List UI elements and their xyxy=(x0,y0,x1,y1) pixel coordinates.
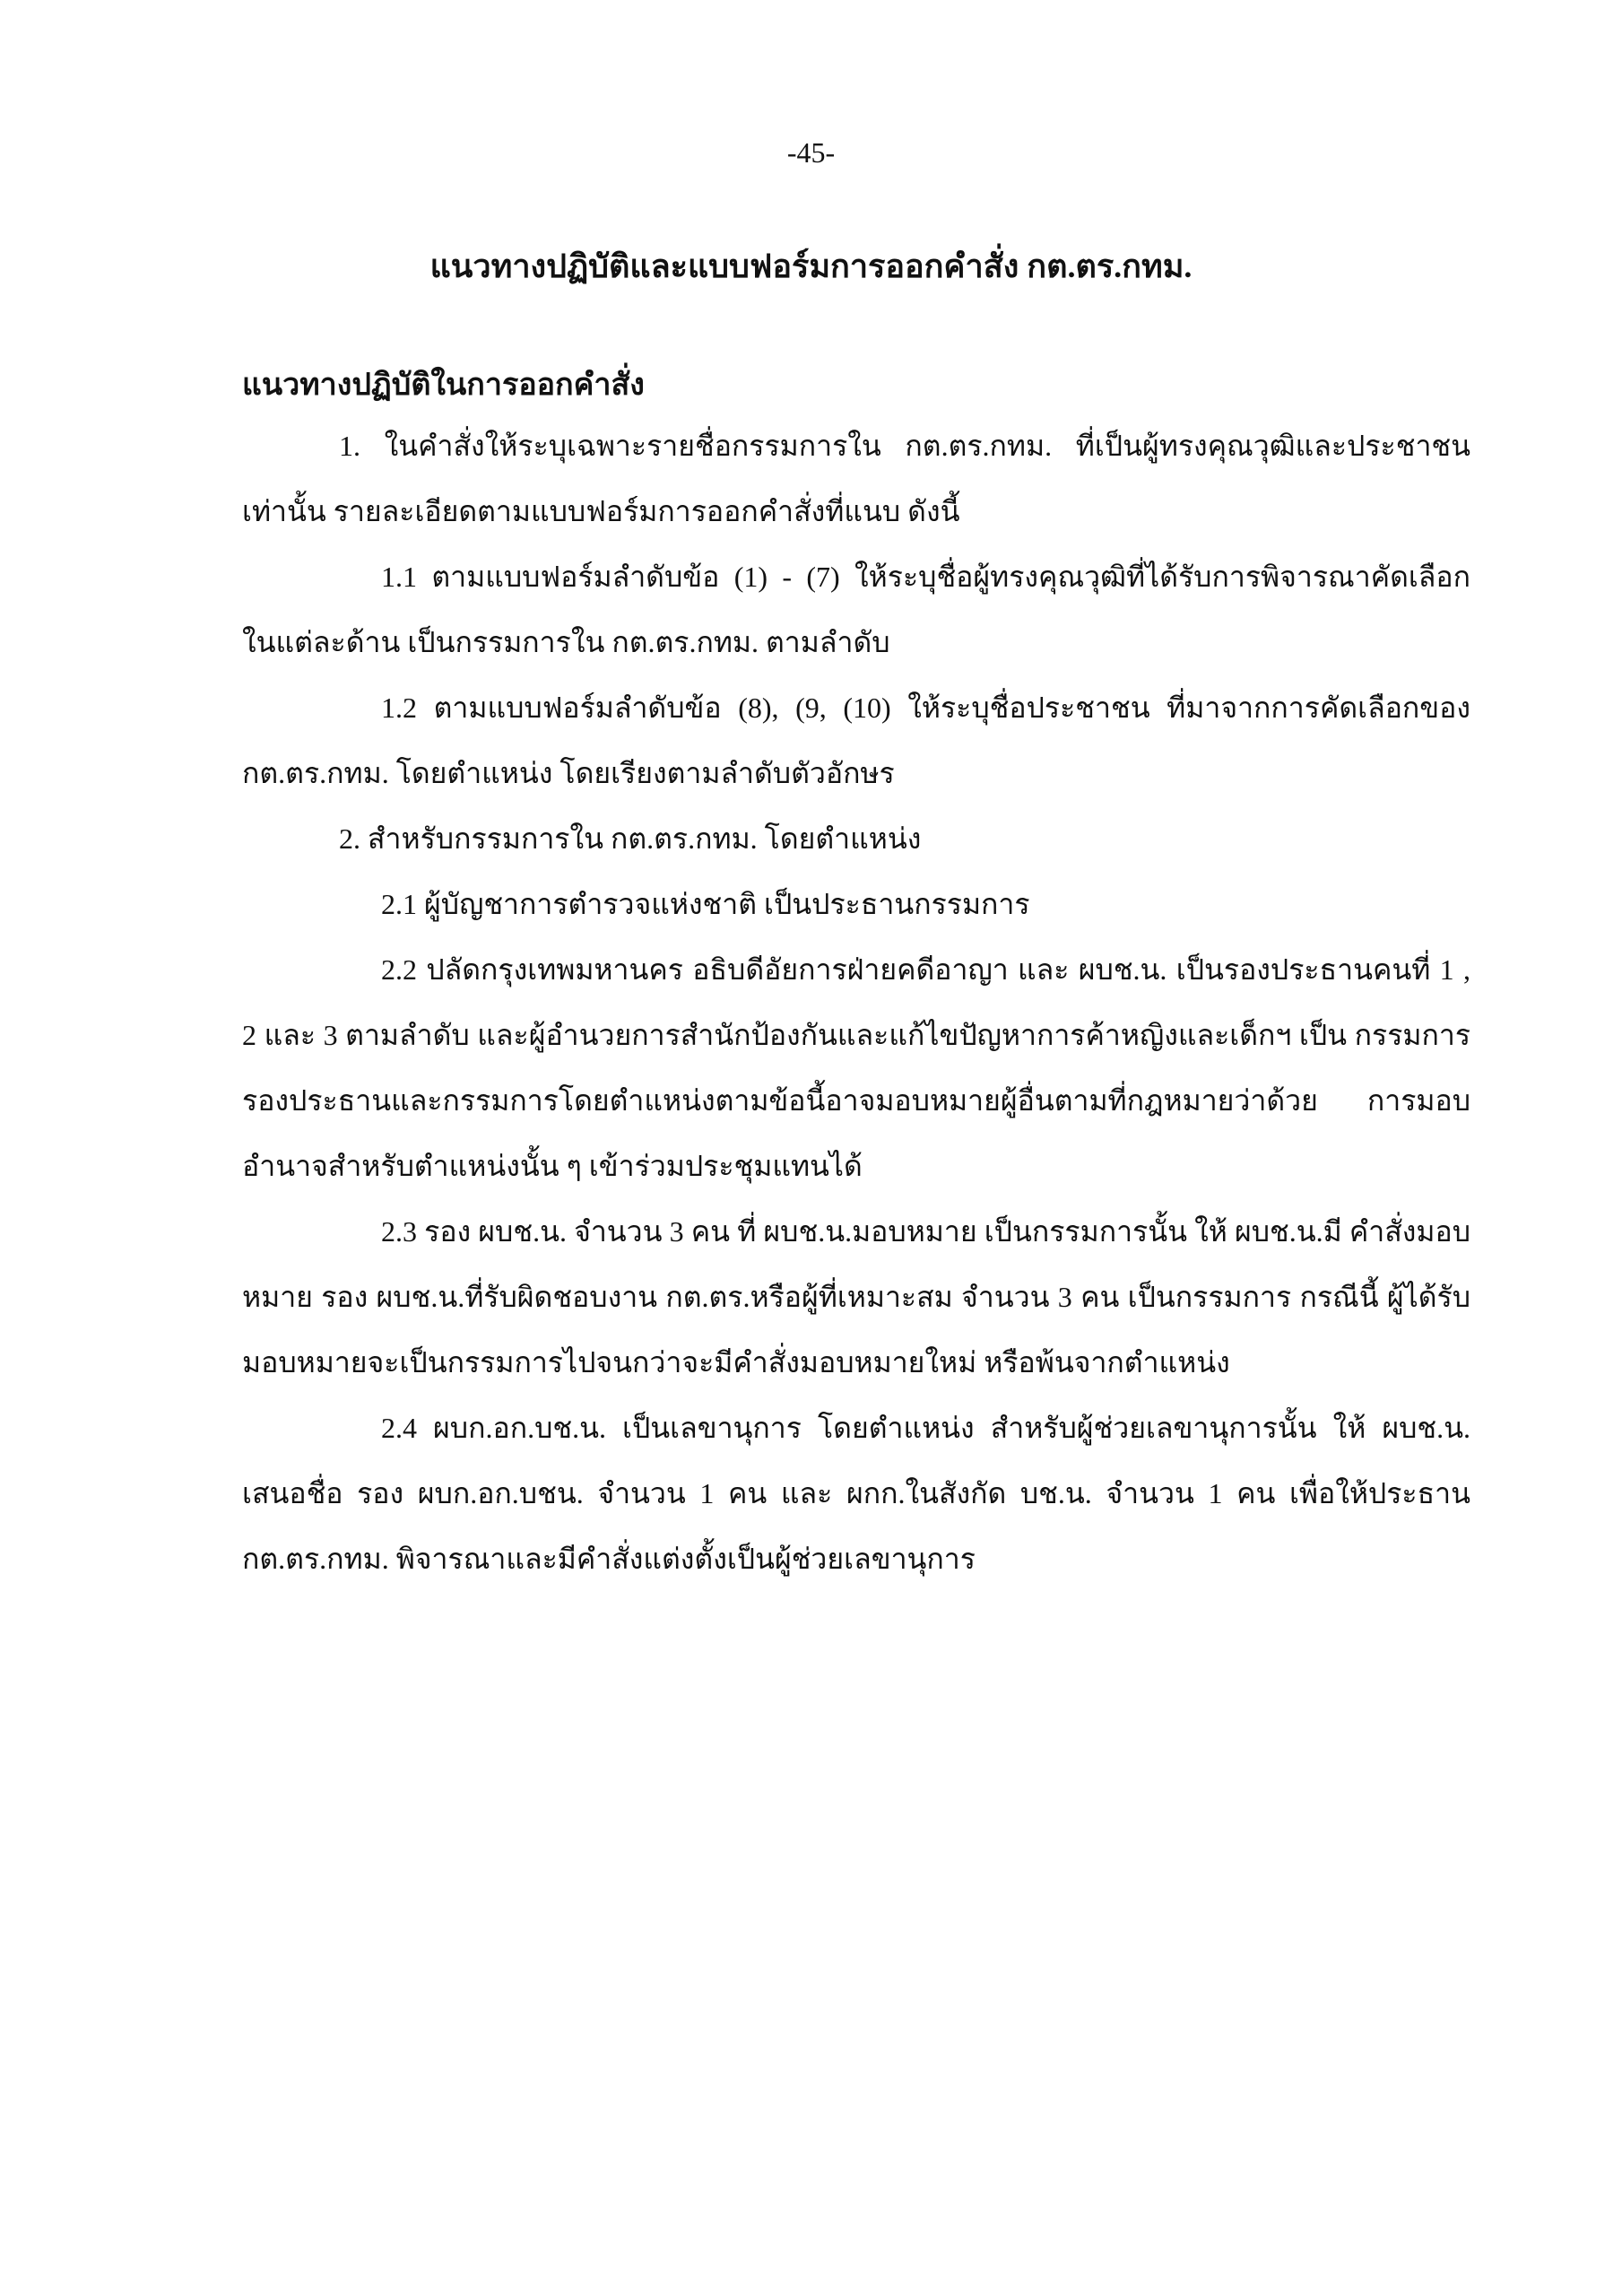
document-title: แนวทางปฏิบัติและแบบฟอร์มการออกคำสั่ง กต.ตร.กทม. xyxy=(429,248,1193,284)
paragraph-1-1: 1.1 ตามแบบฟอร์มลำดับข้อ (1) - (7) ให้ระบุชื่อผู้ทรงคุณวุฒิที่ได้รับการพิจารณาคัดเลือก ในแต่ละด้าน เป็นกรรมการใน กต.ตร.กทม. ตามลำดับ xyxy=(242,561,1470,658)
paragraph-2-1: 2.1 ผู้บัญชาการตำรวจแห่งชาติ เป็นประธานกรรมการ xyxy=(381,888,1030,920)
paragraph-1-2: 1.2 ตามแบบฟอร์มลำดับข้อ (8), (9, (10) ให้ระบุชื่อประชาชน ที่มาจากการคัดเลือกของ กต.ตร.กทม. โดยตำแหน่ง โดยเรียงตามลำดับตัวอักษร xyxy=(242,691,1470,789)
paragraph-2: 2. สำหรับกรรมการใน กต.ตร.กทม. โดยตำแหน่ง xyxy=(339,822,922,855)
section-heading: แนวทางปฏิบัติในการออกคำสั่ง xyxy=(242,369,645,402)
page-number: -45- xyxy=(786,136,836,169)
document-body xyxy=(242,363,1470,1592)
paragraph-1: 1. ในคำสั่งให้ระบุเฉพาะรายชื่อกรรมการใน กต.ตร.กทม. ที่เป็นผู้ทรงคุณวุฒิและประชาชน เท่านั้น รายละเอียดตามแบบฟอร์มการออกคำสั่งที่แนบ ดังนี้ xyxy=(242,430,1470,527)
paragraph-2-4: 2.4 ผบก.อก.บช.น. เป็นเลขานุการ โดยตำแหน่ง สำหรับผู้ช่วยเลขานุการนั้น ให้ ผบช.น. เสนอชื่อ รอง ผบก.อก.บชน. จำนวน 1 คน และ ผกก.ในสังกัด บช.น. จำนวน 1 คน เพื่อให้ประธาน กต.ตร.กทม. พิจารณาและมีคำสั่งแต่งตั้งเป็นผู้ช่วยเลขานุการ xyxy=(242,1412,1470,1575)
paragraph-2-2: 2.2 ปลัดกรุงเทพมหานคร อธิบดีอัยการฝ่ายคดีอาญา และ ผบช.น. เป็นรองประธานคนที่ 1 , 2 และ 3 ตามลำดับ และผู้อำนวยการสำนักป้องกันและแก้ไขปัญหาการค้าหญิงและเด็กฯ เป็น กรรมการ รองประธานและกรรมการโดยตำแหน่งตามข้อนี้อาจมอบหมายผู้อื่นตามที่กฎหมายว่าด้วย การมอบอำนาจสำหรับตำแหน่งนั้น ๆ เข้าร่วมประชุมแทนได้ xyxy=(242,953,1471,1182)
paragraph-2-3: 2.3 รอง ผบช.น. จำนวน 3 คน ที่ ผบช.น.มอบหมาย เป็นกรรมการนั้น ให้ ผบช.น.มี คำสั่งมอบหมาย รอง ผบช.น.ที่รับผิดชอบงาน กต.ตร.หรือผู้ที่เหมาะสม จำนวน 3 คน เป็นกรรมการ กรณีนี้ ผู้ได้รับมอบหมายจะเป็นกรรมการไปจนกว่าจะมีคำสั่งมอบหมายใหม่ หรือพ้นจากตำแหน่ง xyxy=(242,1215,1470,1378)
